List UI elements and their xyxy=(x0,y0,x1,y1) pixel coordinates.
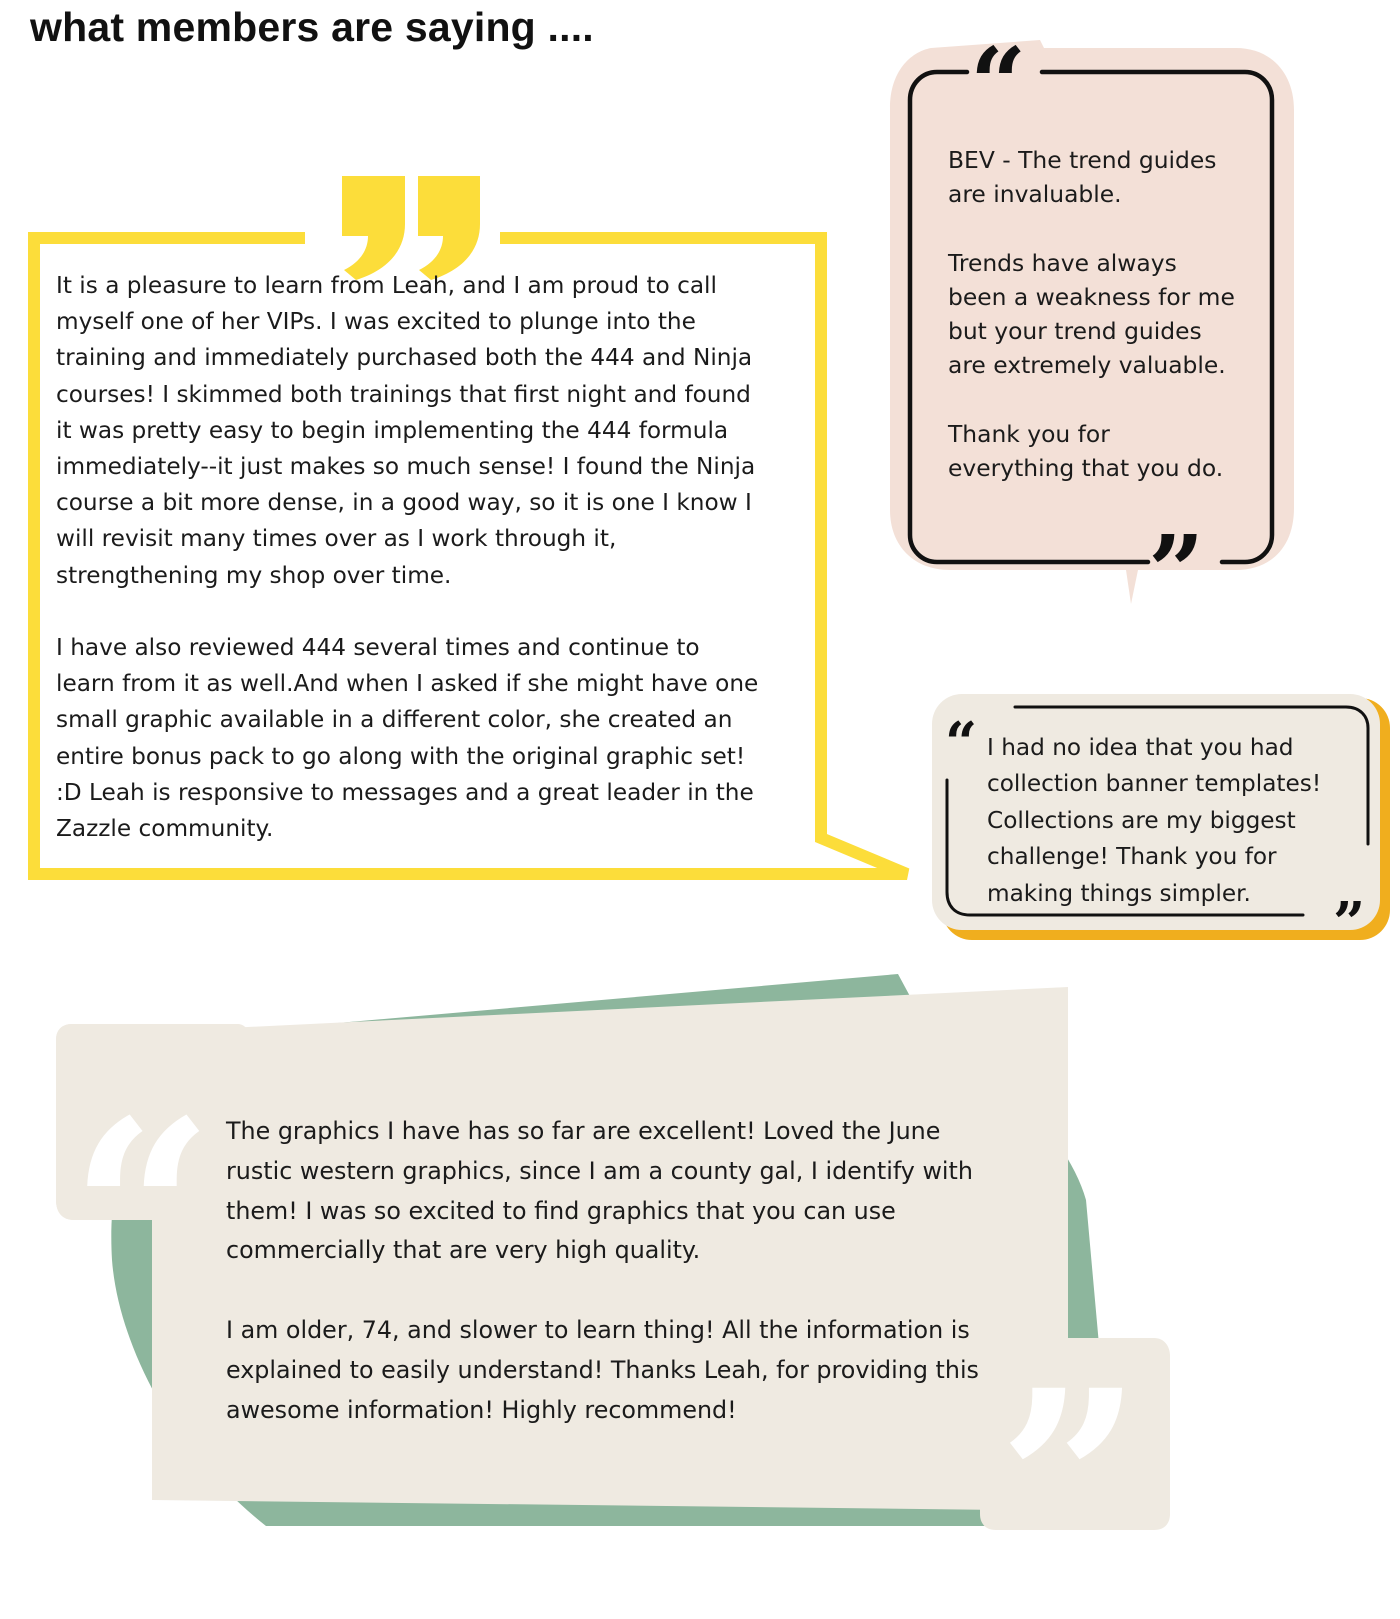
testimonial-text: It is a pleasure to learn from Leah, and I am proud to call myself one of her VIPs. I was excited to plunge into the training and immediately purchased both the 444 and Ninja courses! I skimmed both trainings that first night and found it was pretty easy to begin implementing the 444 formula immediately--it just makes so much sense! I found the Ninja course a bit more dense, in a good way, so it is one I know I will revisit many times over as I work through it, strengthening my shop over time. I have also reviewed 444 several times and continue to learn from it as well.And when I asked if she might have one small graphic available in a different color, she created an entire bonus pack to go along with the original graphic set! :D Leah is responsive to messages and a great leader in the Zazzle community. xyxy=(56,272,759,843)
page-title: what members are saying .... xyxy=(30,4,594,50)
svg-text:”: ” xyxy=(998,1335,1142,1619)
testimonial-text: I had no idea that you had collection banner templates! Collections are my biggest challenge! Thank you for making things simpler. xyxy=(987,734,1322,907)
svg-text:”: ” xyxy=(1333,890,1366,956)
open-quote-icon xyxy=(970,27,1026,142)
testimonial-text: BEV - The trend guides are invaluable. Trends have always been a weakness for me but your trend guides are extremely valuable. Thank you for everything that you do. xyxy=(948,146,1235,482)
svg-text:“: “ xyxy=(70,1065,214,1359)
close-quote-icon xyxy=(342,176,480,280)
open-quote-icon xyxy=(70,1065,214,1359)
testimonial-text: The graphics I have has so far are excellent! Loved the June rustic western graphics, since I am a county gal, I identify with them! I was so excited to find graphics that you can use commercially that are very high quality. I am older, 74, and slower to learn thing! All the information is explained to easily understand! Thanks Leah, for providing this awesome information! Highly recommend! xyxy=(226,1117,979,1424)
svg-text:”: ” xyxy=(1148,515,1205,630)
svg-text:“: “ xyxy=(945,710,978,776)
close-quote-icon xyxy=(998,1335,1142,1619)
svg-text:“: “ xyxy=(970,27,1027,142)
close-quote-icon xyxy=(1148,515,1204,630)
open-quote-icon xyxy=(945,710,977,776)
